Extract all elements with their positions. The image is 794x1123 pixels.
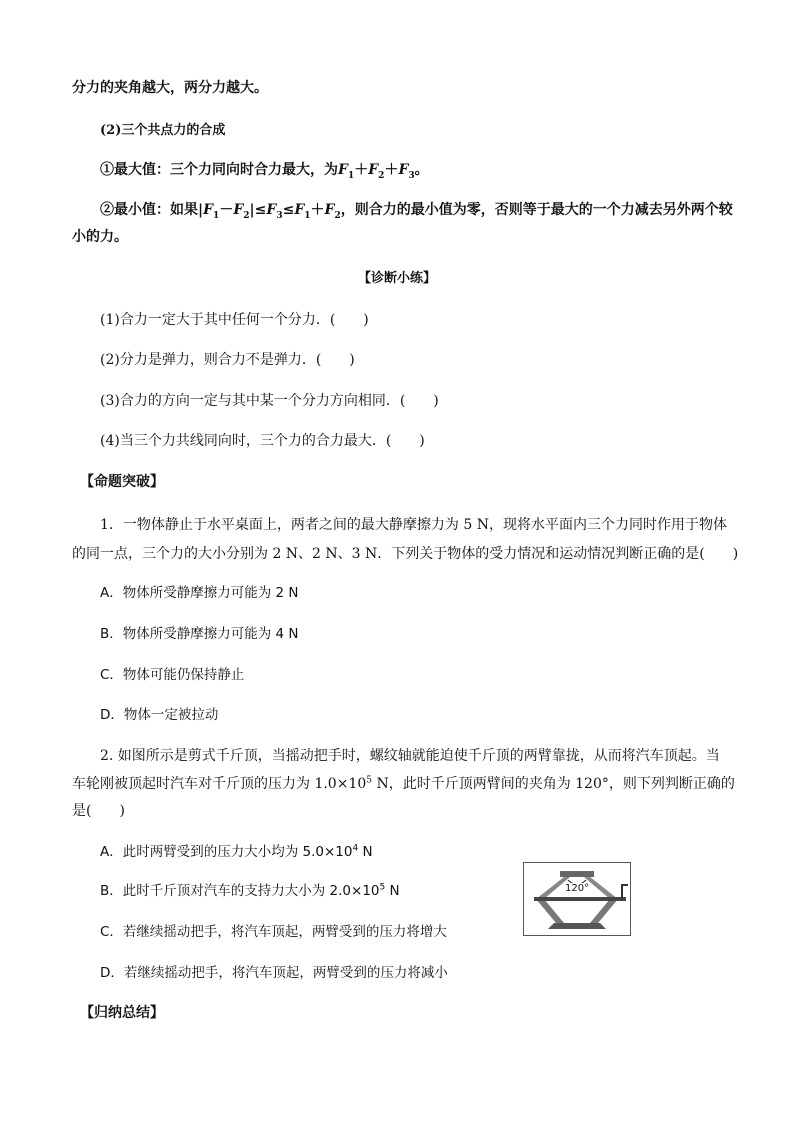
heading-three-forces: (2)三个共点力的合成 [100,123,226,138]
q2-stem-end: 是( ) [72,803,125,819]
q2-option-a: A．此时两臂受到的压力大小均为 $5.0\times 10^4$ N [100,843,373,860]
q2-stem-cont: 车轮刚被顶起时汽车对千斤顶的压力为 $1.0\times 10^5$ N，此时千斤顶两臂间的夹角为 120°，则下列判断正确的 [72,775,735,792]
min-value-line: ②最小值：如果$|F_1-F_2|\le F_3\le F_1+F_2$，则合力的最小值为零，否则等于最大的一个力减去另外两个较 [100,202,733,221]
scissor-jack-drawing [524,863,630,935]
breakthrough-title: 【命题突破】 [80,474,164,490]
q2-option-d: D．若继续摇动把手，将汽车顶起，两臂受到的压力将减小 [100,965,448,981]
angle-label: 120° [565,883,590,894]
q1-stem-cont: 的同一点，三个力的大小分别为 2 N、2 N、3 N．下列关于物体的受力情况和运动情况判断正确的是( ) [72,546,739,562]
diag-item: (4)当三个力共线同向时，三个力的合力最大．( ) [100,433,425,449]
q1-option-c: C．物体可能仍保持静止 [100,667,245,683]
diagnosis-title: 【诊断小练】 [357,271,436,286]
line-angle-statement: 分力的夹角越大，两分力越大。 [72,80,268,96]
q1-stem: 1．一物体静止于水平桌面上，两者之间的最大静摩擦力为 5 N，现将水平面内三个力同时作用于物体 [100,517,727,533]
q1-option-b: B．物体所受静摩擦力可能为 4 N [100,626,299,642]
diag-item: (1)合力一定大于其中任何一个分力．( ) [100,312,369,328]
min-value-line-cont: 小的力。 [72,229,128,245]
q2-stem: 2. 如图所示是剪式千斤顶，当摇动把手时，螺纹轴就能迫使千斤顶的两臂靠拢，从而将汽车顶起。当 [100,748,720,764]
q1-option-a: A．物体所受静摩擦力可能为 2 N [100,585,299,601]
diag-item: (2)分力是弹力，则合力不是弹力．( ) [100,352,355,368]
summary-title: 【归纳总结】 [80,1005,164,1021]
q1-option-d: D．物体一定被拉动 [100,707,219,723]
max-value-line: ①最大值：三个力同向时合力最大，为$F_1+F_2+F_3$。 [100,162,429,181]
scissor-jack-figure [523,862,631,936]
diag-item: (3)合力的方向一定与其中某一个分力方向相同．( ) [100,393,439,409]
q2-option-c: C．若继续摇动把手，将汽车顶起，两臂受到的压力将增大 [100,924,447,940]
q2-option-b: B．此时千斤顶对汽车的支持力大小为 $2.0\times 10^5$ N [100,882,400,899]
